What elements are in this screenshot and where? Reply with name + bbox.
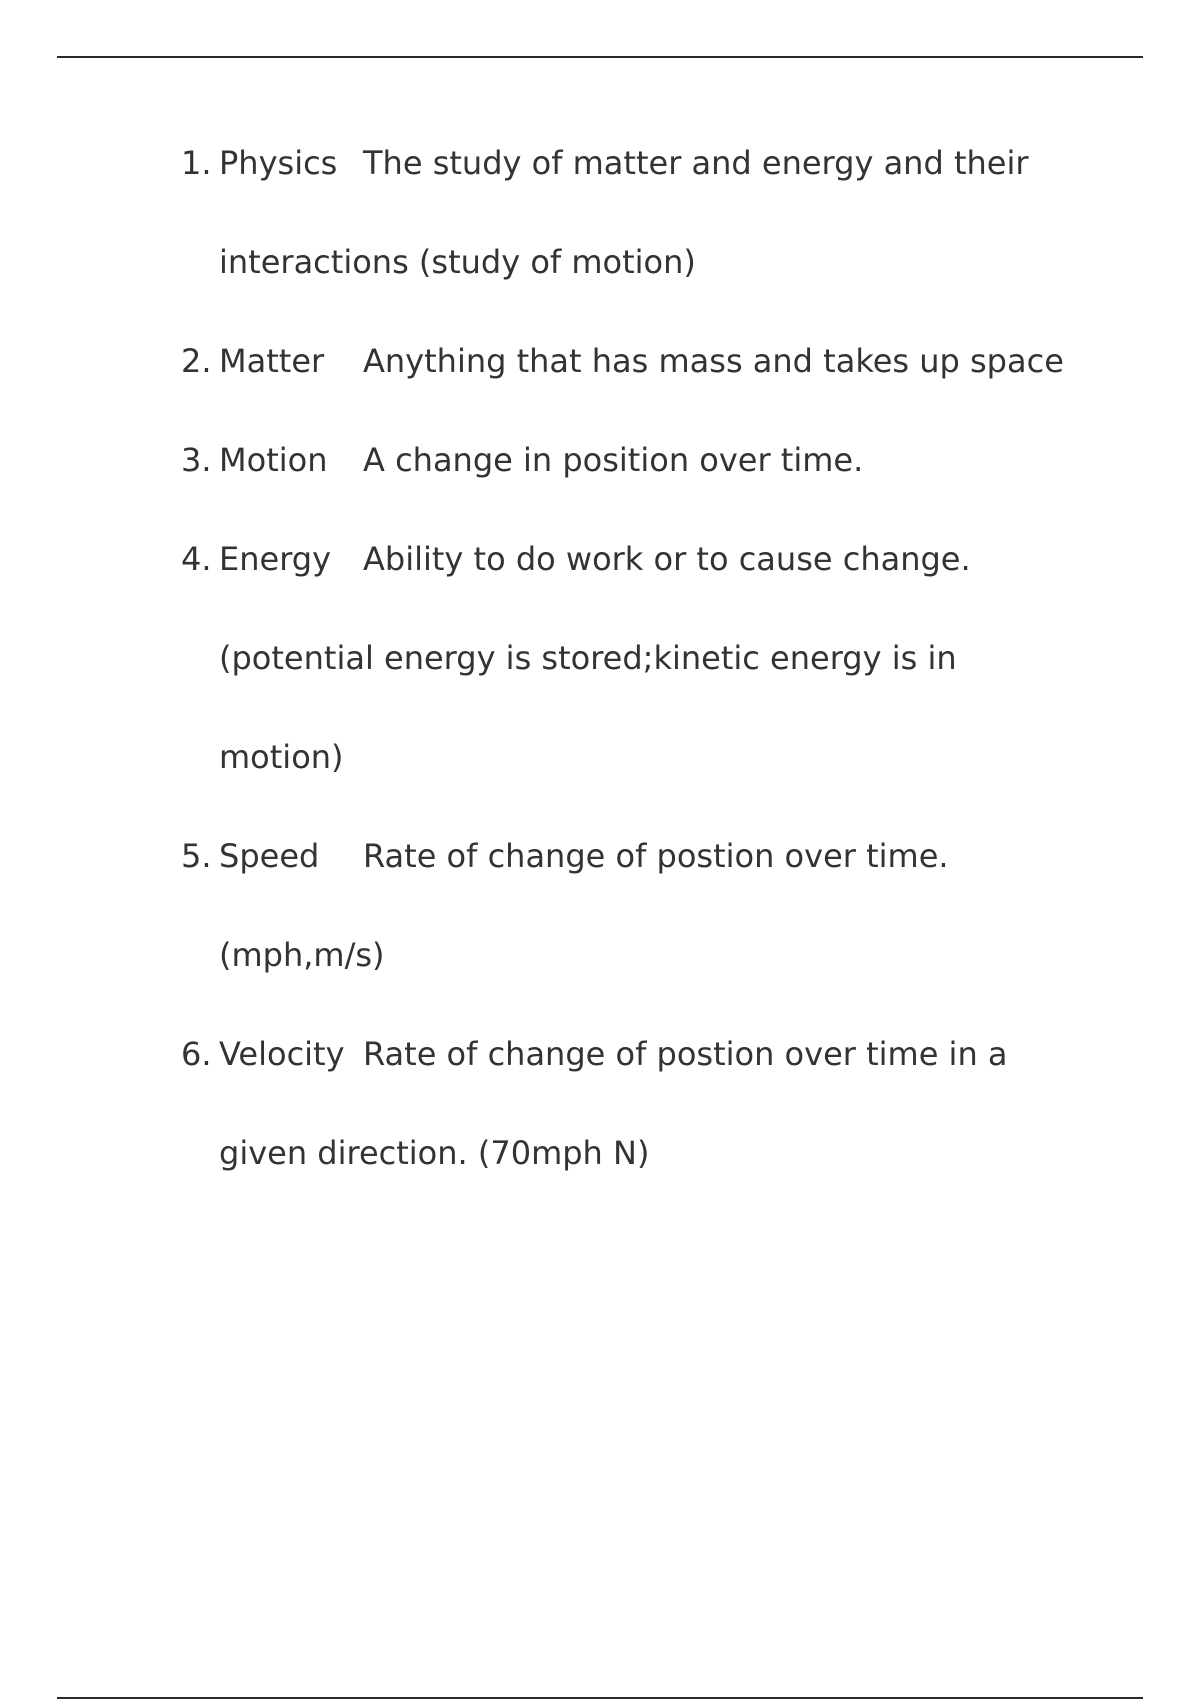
entry-definition-continued: (mph,m/s) <box>219 936 385 974</box>
entry-number: 4. <box>181 540 212 578</box>
entry-definition: A change in position over time. <box>363 441 864 479</box>
entry-definition: Rate of change of postion over time. <box>363 837 949 875</box>
glossary-entry-energy <box>0 539 1200 777</box>
entry-number: 2. <box>181 342 212 380</box>
entry-term: Velocity <box>219 1035 345 1073</box>
glossary-entry-matter <box>0 341 1200 381</box>
glossary-entry-velocity <box>0 1034 1200 1173</box>
entry-number: 5. <box>181 837 212 875</box>
bottom-rule <box>57 1697 1143 1699</box>
top-rule <box>57 56 1143 58</box>
entry-line <box>0 1034 1200 1074</box>
entry-term: Motion <box>219 441 328 479</box>
entry-definition: Anything that has mass and takes up space <box>363 342 1064 380</box>
entry-number: 6. <box>181 1035 212 1073</box>
glossary-list <box>0 143 1200 1232</box>
entry-term: Physics <box>219 144 338 182</box>
entry-definition: Ability to do work or to cause change. <box>363 540 971 578</box>
entry-definition: The study of matter and energy and their <box>363 144 1029 182</box>
entry-line <box>0 737 1200 777</box>
entry-number: 3. <box>181 441 212 479</box>
entry-line <box>0 539 1200 579</box>
glossary-entry-motion <box>0 440 1200 480</box>
entry-line <box>0 638 1200 678</box>
entry-line <box>0 440 1200 480</box>
entry-line <box>0 836 1200 876</box>
entry-definition-continued: given direction. (70mph N) <box>219 1134 650 1172</box>
glossary-entry-physics <box>0 143 1200 282</box>
entry-line <box>0 1133 1200 1173</box>
entry-line <box>0 143 1200 183</box>
entry-term: Speed <box>219 837 320 875</box>
entry-term: Matter <box>219 342 325 380</box>
entry-line <box>0 242 1200 282</box>
entry-definition-continued: (potential energy is stored;kinetic energy is in <box>219 639 957 677</box>
entry-number: 1. <box>181 144 212 182</box>
entry-definition-continued: motion) <box>219 738 344 776</box>
entry-term: Energy <box>219 540 332 578</box>
glossary-entry-speed <box>0 836 1200 975</box>
entry-line <box>0 341 1200 381</box>
entry-definition: Rate of change of postion over time in a <box>363 1035 1008 1073</box>
entry-definition-continued: interactions (study of motion) <box>219 243 696 281</box>
entry-line <box>0 935 1200 975</box>
